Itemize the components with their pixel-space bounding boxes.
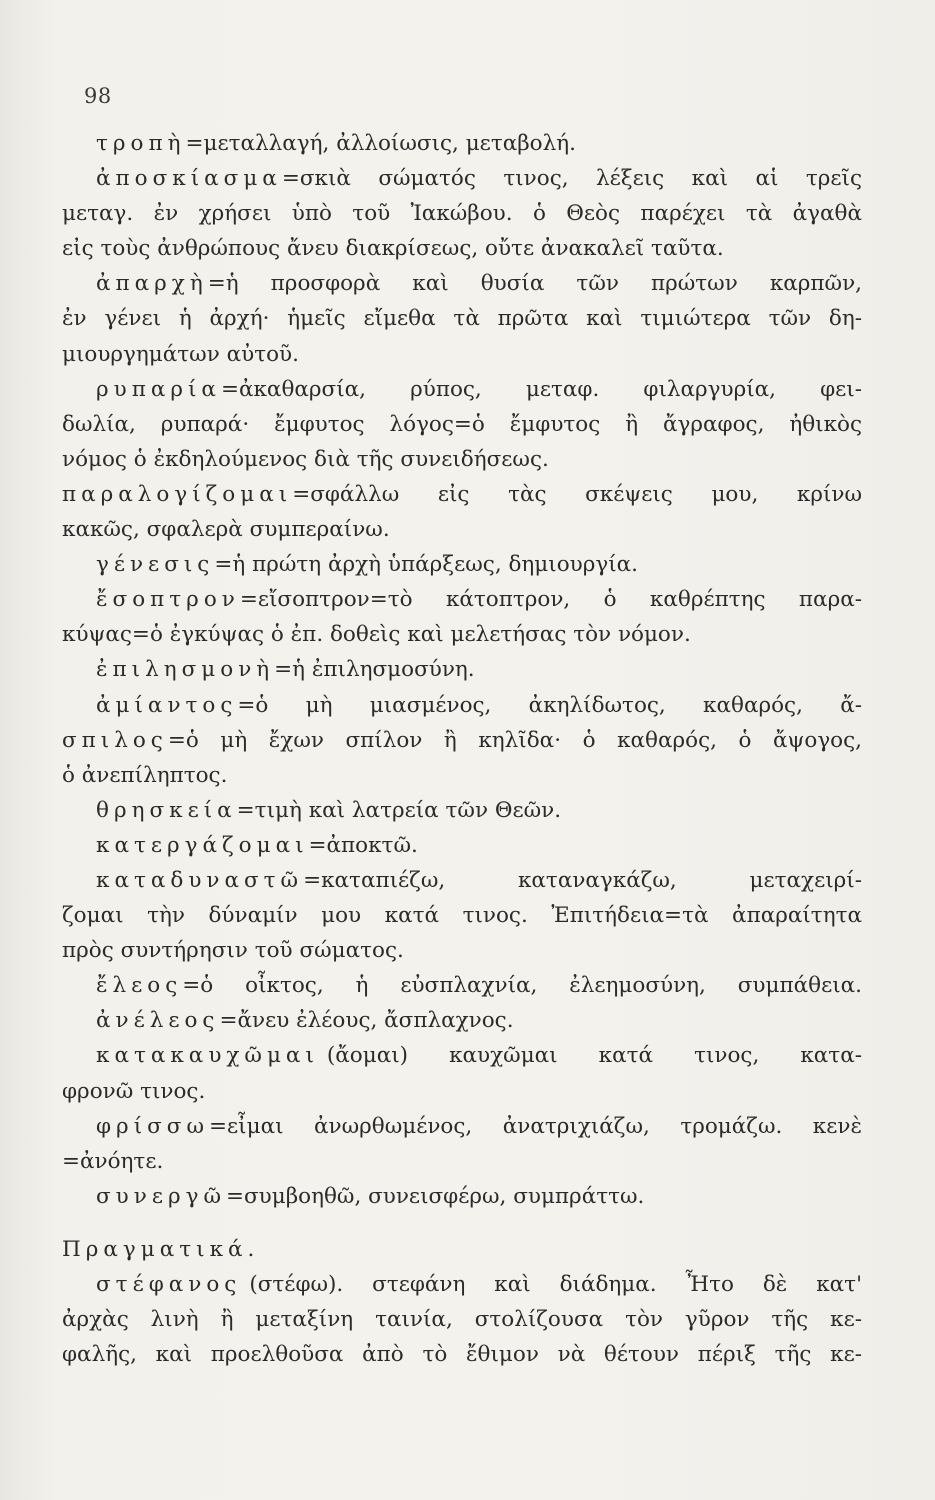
- lemma-word: κατακαυχῶμαι: [96, 1043, 319, 1069]
- lemma-word: ρυπαρία: [96, 376, 221, 402]
- lemma-word: συνεργῶ: [96, 1183, 226, 1209]
- definition-text: =ἡ ἐπιλησμοσύνη.: [274, 657, 475, 683]
- lemma-word: ἀμίαντος: [96, 692, 238, 718]
- definition-text: μεταγ. ἐν χρήσει ὑπὸ τοῦ Ἰακώβου. ὁ Θεὸς παρέχει τὰ ἀγαθὰ: [62, 201, 862, 227]
- text-line: [62, 512, 862, 547]
- text-line: [62, 1337, 862, 1372]
- text-line: [62, 688, 862, 723]
- text-line: [62, 161, 862, 196]
- glossary-entries: [62, 126, 862, 1214]
- lemma-word: ἀνέλεος: [96, 1008, 220, 1034]
- text-line: [62, 442, 862, 477]
- lemma-word: ἔλεος: [96, 973, 183, 999]
- lemma-word: φρίσσω: [96, 1113, 210, 1139]
- text-line: [62, 1302, 862, 1337]
- text-line: [62, 933, 862, 968]
- text-line: [62, 723, 862, 758]
- text-line: [62, 231, 862, 266]
- text-line: [62, 407, 862, 442]
- definition-text: ζομαι τὴν δύναμίν μου κατά τινος. Ἐπιτήδεια=τὰ ἀπαραίτητα: [62, 903, 862, 929]
- lemma-word: θρησκεία: [96, 797, 237, 823]
- definition-text: ἐν γένει ἡ ἀρχή· ἡμεῖς εἴμεθα τὰ πρῶτα καὶ τιμιώτερα τῶν δη-: [62, 306, 862, 332]
- definition-text: =ἀκαθαρσία, ρύπος, μεταφ. φιλαργυρία, φει-: [220, 376, 862, 402]
- definition-text: =ἄνευ ἐλέους, ἄσπλαχνος.: [219, 1008, 514, 1034]
- text-line: [62, 1179, 862, 1214]
- definition-text: =εἶμαι ἀνωρθωμένος, ἀνατριχιάζω, τρομάζω. κενὲ: [209, 1113, 862, 1139]
- lemma-word: ἔσοπτρον: [96, 587, 240, 613]
- closing-paragraph: [62, 1267, 862, 1372]
- text-line: [62, 898, 862, 933]
- definition-text: =ὁ οἶκτος, ἡ εὐσπλαχνία, ἐλεημοσύνη, συμπάθεια.: [182, 973, 862, 999]
- definition-text: ὁ ἀνεπίληπτος.: [62, 762, 228, 788]
- glossary-text: [62, 126, 862, 1372]
- text-line: [62, 793, 862, 828]
- lemma-word: ἀποσκίασμα: [96, 166, 282, 192]
- definition-text: εἰς τοὺς ἀνθρώπους ἄνευ διακρίσεως, οὔτε ἀνακαλεῖ ταῦτα.: [62, 236, 724, 262]
- text-line: [62, 372, 862, 407]
- definition-text: κύψας=ὁ ἐγκύψας ὁ ἐπ. δοθεὶς καὶ μελετήσας τὸν νόμον.: [62, 622, 691, 648]
- definition-text: =εἴσοπτρον=τὸ κάτοπτρον, ὁ καθρέπτης παρα-: [239, 587, 862, 613]
- lemma-word: σπιλος: [62, 727, 168, 753]
- text-line: [62, 1003, 862, 1038]
- definition-text: =ἀποκτῶ.: [308, 832, 418, 858]
- lemma-word: παραλογίζομαι: [62, 481, 293, 507]
- definition-text: ἀρχὰς λινὴ ἢ μεταξίνη ταινία, στολίζουσα τὸν γῦρον τῆς κε-: [62, 1307, 862, 1333]
- text-line: [62, 547, 862, 582]
- definition-text: =ἀνόητε.: [62, 1148, 164, 1174]
- text-line: [62, 477, 862, 512]
- text-line: [62, 1109, 862, 1144]
- definition-text: =ἡ προσφορὰ καὶ θυσία τῶν πρώτων καρπῶν,: [207, 271, 862, 297]
- definition-text: =τιμὴ καὶ λατρεία τῶν Θεῶν.: [236, 797, 562, 823]
- definition-text: (ἄομαι) καυχῶμαι κατά τινος, κατα-: [326, 1043, 862, 1069]
- text-line: [62, 968, 862, 1003]
- lemma-word: τροπὴ: [96, 131, 186, 156]
- text-line: [62, 1144, 862, 1179]
- lemma-word: ἀπαρχὴ: [96, 271, 208, 297]
- text-line: [62, 337, 862, 372]
- text-line: [62, 863, 862, 898]
- lemma-word: κατεργάζομαι: [96, 832, 309, 858]
- definition-text: (στέφω). στεφάνη καὶ διάδημα. Ἦτο δὲ κατ': [249, 1272, 862, 1297]
- text-line: [62, 828, 862, 863]
- definition-text: μιουργημάτων αὐτοῦ.: [62, 341, 299, 367]
- text-line: [62, 1074, 862, 1109]
- page-number: 98: [84, 84, 112, 108]
- text-line: [62, 1267, 862, 1302]
- text-line: [62, 1038, 862, 1073]
- definition-text: =μεταλλαγή, ἀλλοίωσις, μεταβολή.: [185, 131, 576, 156]
- text-line: [62, 652, 862, 687]
- definition-text: φαλῆς, καὶ προελθοῦσα ἀπὸ τὸ ἔθιμον νὰ θέτουν πέριξ τῆς κε-: [62, 1342, 862, 1368]
- definition-text: =ὁ μὴ μιασμένος, ἀκηλίδωτος, καθαρός, ἄ-: [237, 692, 862, 718]
- definition-text: νόμος ὁ ἐκδηλούμενος διὰ τῆς συνειδήσεως.: [62, 446, 549, 472]
- definition-text: =ὁ μὴ ἔχων σπίλον ἢ κηλῖδα· ὁ καθαρός, ὁ ἄψογος,: [167, 727, 862, 753]
- text-line: [62, 617, 862, 652]
- text-line: [62, 196, 862, 231]
- text-line: [62, 126, 862, 161]
- definition-text: πρὸς συντήρησιν τοῦ σώματος.: [62, 938, 404, 964]
- lemma-word: στέφανος: [96, 1272, 242, 1297]
- definition-text: κακῶς, σφαλερὰ συμπεραίνω.: [62, 517, 390, 543]
- definition-text: =συμβοηθῶ, συνεισφέρω, συμπράττω.: [225, 1183, 645, 1209]
- text-line: [62, 758, 862, 793]
- text-line: [62, 266, 862, 301]
- lemma-word: γένεσις: [96, 552, 215, 578]
- text-line: [62, 301, 862, 336]
- definition-text: =ἡ πρώτη ἀρχὴ ὑπάρξεως, δημιουργία.: [214, 552, 638, 578]
- text-line: [62, 582, 862, 617]
- lemma-word: καταδυναστῶ: [96, 867, 304, 893]
- definition-text: δωλία, ρυπαρά· ἔμφυτος λόγος=ὁ ἔμφυτος ἢ ἄγραφος, ἠθικὸς: [62, 411, 862, 437]
- definition-text: =σκιὰ σώματός τινος, λέξεις καὶ αἱ τρεῖς: [281, 166, 862, 192]
- definition-text: φρονῶ τινος.: [62, 1078, 206, 1104]
- definition-text: =καταπιέζω, καταναγκάζω, μεταχειρί-: [303, 867, 862, 893]
- section-heading: Πραγματικά.: [62, 1236, 260, 1262]
- definition-text: =σφάλλω εἰς τὰς σκέψεις μου, κρίνω: [292, 481, 862, 507]
- lemma-word: ἐπιλησμονὴ: [96, 657, 275, 683]
